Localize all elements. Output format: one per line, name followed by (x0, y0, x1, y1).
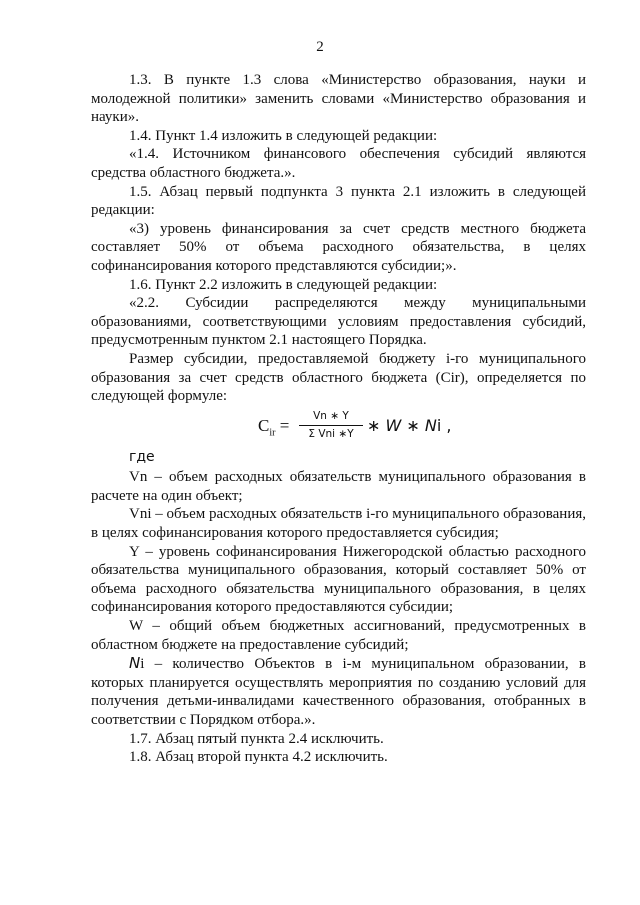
subsidy-size-paragraph: Размер субсидии, предоставляемой бюджету i-го муниципального образования за счет средств областного бюджета (Cir), определяется по следующей формуле: (91, 350, 586, 405)
formula-lhs: $C_{ir}$ = (258, 415, 290, 439)
formula-multipliers: ∗ W ∗ Ni , (367, 415, 452, 435)
quote-1-4: «1.4. Источником финансового обеспечения субсидий являются средства областного бюджета.». (91, 146, 586, 181)
definition-y: Y – уровень софинансирования Нижегородской областью расходного обязательства муниципального образования, который составляет 50% от объема расходного обязательства муниципального образования, в целях софинансирования которого предоставляются субсидии; (91, 543, 586, 616)
paragraph-1-8: 1.8. Абзац второй пункта 4.2 исключить. (129, 749, 388, 766)
subsidy-formula (91, 408, 586, 446)
where-label: где (129, 448, 155, 465)
paragraph-1-5: 1.5. Абзац первый подпункта 3 пункта 2.1 изложить в следующей редакции: (91, 183, 586, 219)
formula-fraction (299, 410, 363, 441)
definition-vn: Vn – объем расходных обязательств муниципального образования в расчете на один объект; (91, 469, 586, 504)
formula-numerator: Vn ∗ Y (299, 410, 363, 426)
definition-w: W – общий объем бюджетных ассигнований, предусмотренных в областном бюджете на предоставление субсидий; (91, 618, 586, 653)
quote-2-2: «2.2. Субсидии распределяются между муниципальными образованиями, соответствующими условиям предоставления субсидий, предусмотренным пунктом 2.1 настоящего Порядка. (91, 295, 586, 349)
paragraph-1-3: 1.3. В пункте 1.3 слова «Министерство образования, науки и молодежной политики» заменить словами «Министерство образования и науки». (91, 72, 586, 126)
paragraph-1-4: 1.4. Пункт 1.4 изложить в следующей редакции: (129, 127, 438, 144)
definition-ni: Ni – количество Объектов в i-м муниципальном образовании, в которых планируется осуществлять мероприятия по созданию условий для получения детьми-инвалидами качественного образования, отобранных в соответствии с Порядком отбора.». (91, 654, 586, 728)
document-body (91, 71, 586, 767)
paragraph-1-7: 1.7. Абзац пятый пункта 2.4 исключить. (129, 730, 384, 747)
paragraph-1-6: 1.6. Пункт 2.2 изложить в следующей редакции: (129, 276, 438, 293)
definition-vni: Vni – объем расходных обязательств i-го муниципального образования, в целях софинансирования которого предоставляется субсидия; (91, 506, 586, 542)
page-number: 2 (316, 39, 324, 55)
formula-denominator: Σ Vni ∗Y (308, 427, 354, 440)
quote-subitem-3: «3) уровень финансирования за счет средств местного бюджета составляет 50% от объема расходного обязательства, в целях софинансирования которого представляются субсидии;». (91, 220, 586, 274)
